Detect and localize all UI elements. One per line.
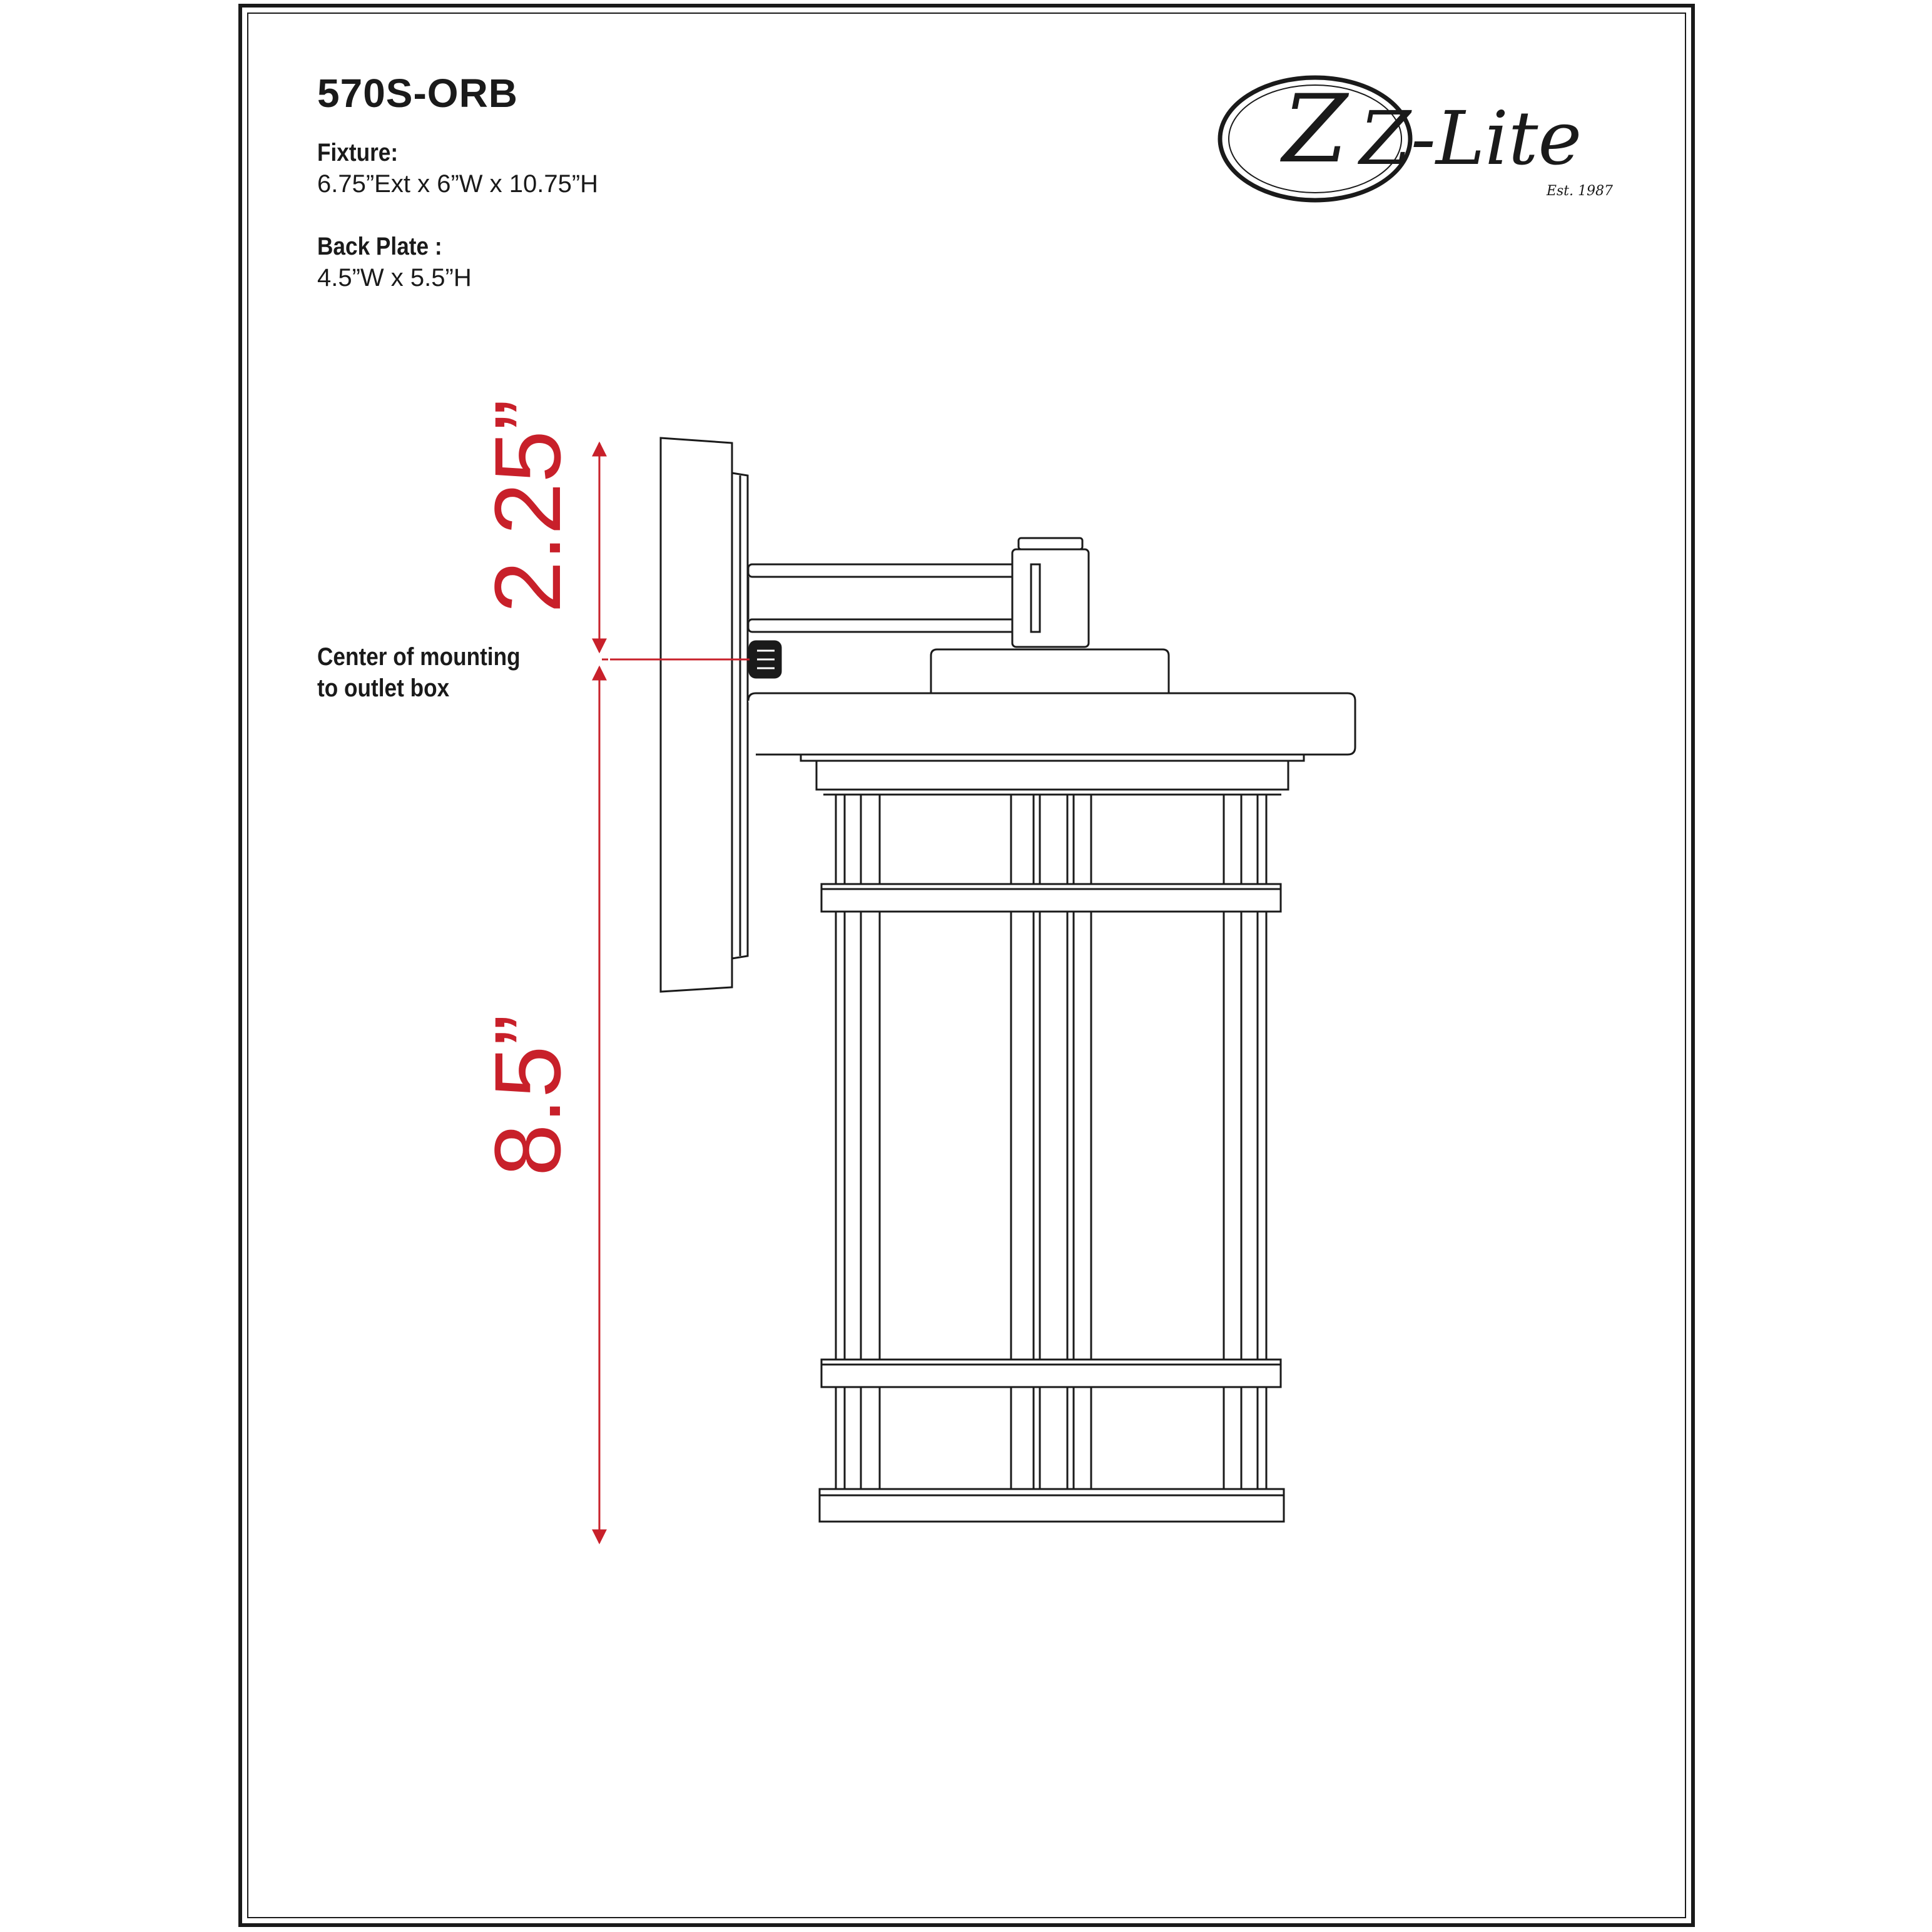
upper-dimension-label: 2.25” — [475, 399, 580, 613]
back-plate-dimensions: 4.5”W x 5.5”H — [317, 264, 472, 292]
brand-established: Est. 1987 — [1546, 183, 1613, 199]
back-plate-body — [661, 438, 732, 992]
logo-mark: Z — [1282, 75, 1348, 184]
brand-name: Z-Lite — [1360, 95, 1582, 181]
mounting-note-line-1: Center of mounting — [317, 643, 521, 671]
roof-ledge — [748, 693, 1355, 755]
fixture-label: Fixture: — [317, 139, 399, 166]
lantern-top-band — [816, 761, 1288, 790]
lantern-top — [748, 649, 1355, 795]
back-plate — [661, 438, 748, 992]
fixture-dimensions: 6.75”Ext x 6”W x 10.75”H — [317, 170, 599, 198]
mounting-note-line-2: to outlet box — [317, 674, 450, 702]
back-plate-label: Back Plate : — [317, 233, 442, 260]
arm-knuckle — [1012, 549, 1089, 647]
arm-lower-bar — [748, 619, 1031, 632]
brand-logo — [1220, 75, 1613, 200]
cage-base — [820, 1489, 1284, 1522]
arm-knuckle-joint — [1031, 564, 1040, 632]
lantern-cage — [820, 795, 1284, 1522]
roof-cap — [931, 649, 1169, 693]
support-arm — [748, 538, 1089, 647]
arm-knuckle-cap — [1019, 538, 1082, 549]
model-number: 570S-ORB — [317, 71, 518, 116]
mounting-screw — [750, 641, 781, 678]
lower-dimension-label: 8.5” — [475, 1014, 580, 1176]
arm-upper-bar — [748, 564, 1031, 577]
